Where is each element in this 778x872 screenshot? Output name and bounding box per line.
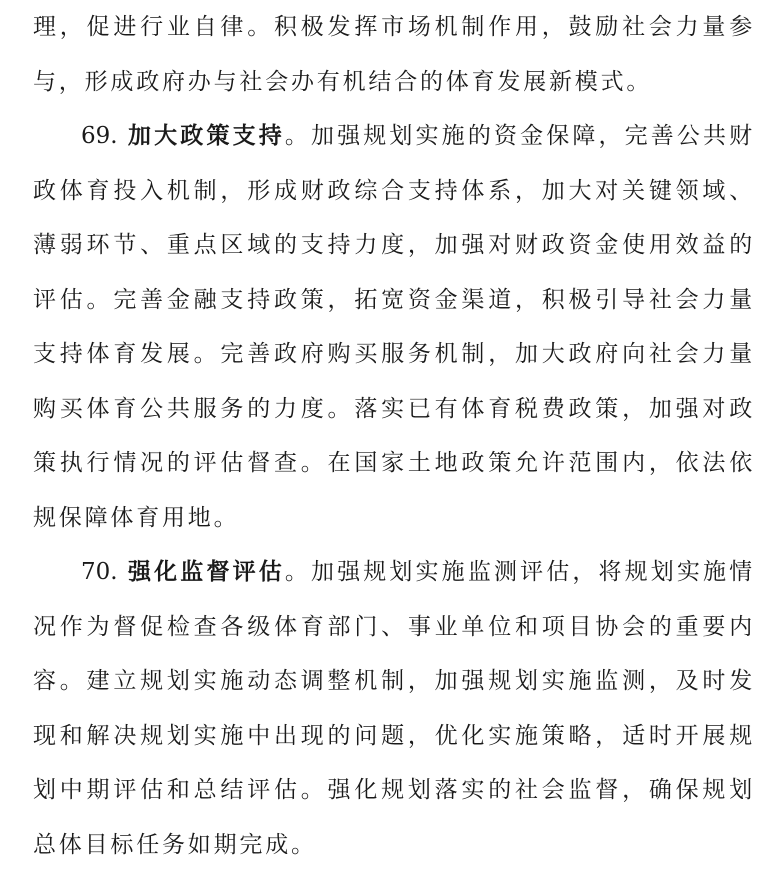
paragraph-continuation: 理，促进行业自律。积极发挥市场机制作用，鼓励社会力量参与，形成政府办与社会办有机结合的体育发展新模式。	[33, 14, 755, 95]
item-body: 。加强规划实施监测评估，将规划实施情况作为督促检查各级体育部门、事业单位和项目协会的重要内容。建立规划实施动态调整机制，加强规划实施监测，及时发现和解决规划实施中出现的问题，优化实施策略，适时开展规划中期评估和总结评估。强化规划落实的社会监督，确保规划总体目标任务如期完成。	[33, 559, 755, 858]
item-body: 。加强规划实施的资金保障，完善公共财政体育投入机制，形成财政综合支持体系，加大对关键领域、薄弱环节、重点区域的支持力度，加强对财政资金使用效益的评估。完善金融支持政策，拓宽资金渠道，积极引导社会力量支持体育发展。完善政府购买服务机制，加大政府向社会力量购买体育公共服务的力度。落实已有体育税费政策，加强对政策执行情况的评估督查。在国家土地政策允许范围内，依法依规保障体育用地。	[33, 123, 755, 531]
item-number: 70.	[81, 559, 118, 585]
item-heading: 加大政策支持	[128, 122, 285, 149]
paragraph-item-69	[33, 109, 755, 545]
paragraph-item-70	[33, 545, 755, 872]
item-number: 69.	[81, 123, 118, 149]
item-heading: 强化监督评估	[128, 558, 285, 585]
document-page	[33, 0, 755, 872]
